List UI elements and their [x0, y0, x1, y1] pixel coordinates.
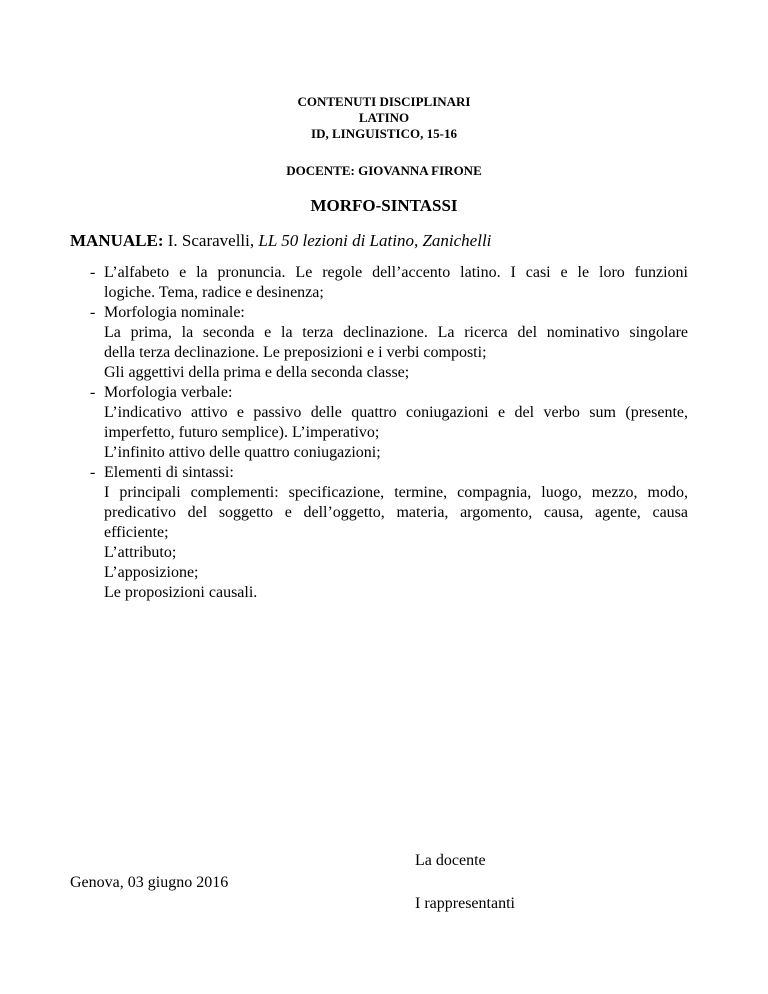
item-heading: Morfologia verbale: — [104, 384, 233, 401]
item-line: L’alfabeto e la pronuncia. Le regole dell’accento latino. I casi e le loro funzioni — [104, 264, 688, 281]
list-item — [90, 303, 688, 383]
sub-line: Le proposizioni causali. — [104, 584, 258, 601]
manual-reference — [70, 231, 491, 251]
sub-line: Gli aggettivi della prima e della seconda classe; — [104, 364, 410, 381]
sub-line: L’apposizione; — [104, 564, 199, 581]
sub-line: della terza declinazione. Le preposizioni e i verbi composti; — [104, 344, 487, 361]
list-item — [90, 463, 688, 603]
item-heading: Elementi di sintassi: — [104, 464, 234, 481]
sub-list — [104, 323, 688, 383]
content-list — [90, 263, 688, 603]
header-line-1: CONTENUTI DISCIPLINARI — [297, 94, 471, 109]
item-heading: Morfologia nominale: — [104, 304, 245, 321]
teacher-name: DOCENTE: GIOVANNA FIRONE — [286, 163, 482, 178]
sub-line: imperfetto, futuro semplice). L’imperativo; — [104, 424, 380, 441]
signature-docente: La docente — [415, 852, 486, 869]
place-date: Genova, 03 giugno 2016 — [70, 874, 229, 891]
sub-line: L’indicativo attivo e passivo delle quattro coniugazioni e del verbo sum (presente, — [104, 404, 688, 421]
sub-line: predicativo del soggetto e dell’oggetto, materia, argomento, causa, agente, causa — [104, 504, 688, 521]
list-dash: - — [90, 384, 96, 401]
list-item — [90, 263, 688, 303]
document-header — [0, 94, 768, 142]
sub-line: L’attributo; — [104, 544, 177, 561]
sub-list — [104, 483, 688, 603]
sub-list — [104, 403, 688, 463]
list-item — [90, 383, 688, 463]
signature-rappresentanti: I rappresentanti — [415, 895, 515, 912]
sub-line: La prima, la seconda e la terza declinazione. La ricerca del nominativo singolare — [104, 324, 688, 341]
header-line-2: LATINO — [358, 110, 410, 125]
manual-author: I. Scaravelli, — [167, 231, 255, 250]
manual-title: LL 50 lezioni di Latino, Zanichelli — [258, 231, 492, 250]
sub-line: I principali complementi: specificazione, termine, compagnia, luogo, mezzo, modo, — [104, 484, 688, 501]
sub-line: L’infinito attivo delle quattro coniugazioni; — [104, 444, 381, 461]
manual-label: MANUALE: — [70, 231, 164, 250]
header-line-3: ID, LINGUISTICO, 15-16 — [311, 126, 457, 141]
list-dash: - — [90, 304, 96, 321]
list-dash: - — [90, 264, 96, 281]
item-line: logiche. Tema, radice e desinenza; — [104, 284, 324, 301]
section-title: MORFO-SINTASSI — [310, 196, 458, 215]
sub-line: efficiente; — [104, 524, 169, 541]
list-dash: - — [90, 464, 96, 481]
